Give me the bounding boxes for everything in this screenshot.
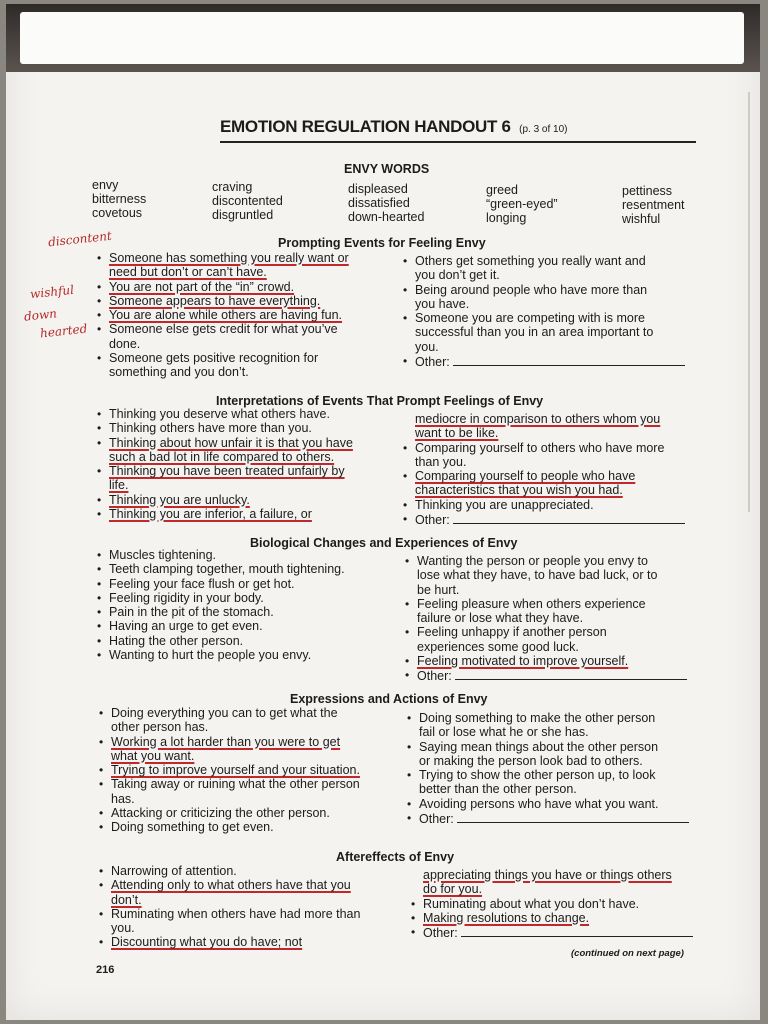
list-item: • Ruminating when others have had more than [98, 907, 398, 921]
list-item: • Other: [402, 512, 702, 527]
list-item: • Trying to improve yourself and your situation. [98, 763, 398, 777]
envy-word: pettiness [622, 184, 673, 198]
interpretations-heading: Interpretations of Events That Prompt Feelings of Envy [216, 394, 544, 408]
list-item: • Avoiding persons who have what you want. [406, 797, 706, 811]
handout-page-ref: (p. 3 of 10) [519, 124, 568, 135]
list-item: • Feeling rigidity in your body. [96, 591, 396, 605]
list-item: • Thinking you deserve what others have. [96, 407, 396, 421]
envy-word: discontented [212, 194, 283, 208]
list-item: • Other: [402, 354, 702, 369]
envy-word: envy [92, 178, 119, 192]
other-blank-line [455, 668, 687, 680]
list-item: • Taking away or ruining what the other person [98, 777, 398, 791]
whiteout-strip [20, 12, 744, 64]
list-item: than you. [415, 454, 467, 469]
list-item: • Attacking or criticizing the other person. [98, 806, 398, 820]
list-item: something and you don’t. [109, 365, 249, 380]
prompting-heading: Prompting Events for Feeling Envy [278, 236, 486, 250]
biological-left-list [96, 548, 396, 662]
list-item: • Attending only to what others have that you [98, 878, 398, 892]
list-item: • Saying mean things about the other person [406, 740, 706, 754]
list-item: • Comparing yourself to others who have more [402, 441, 702, 455]
list-item: or making the person look bad to others. [419, 753, 643, 768]
margin-note-down: down [23, 306, 58, 324]
list-item: • Wanting to hurt the people you envy. [96, 648, 396, 662]
envy-word: dissatisfied [348, 196, 410, 210]
list-item: • Doing something to get even. [98, 820, 398, 834]
envy-words-col-5 [622, 184, 685, 226]
list-item: • Doing something to make the other person [406, 711, 706, 725]
envy-word: wishful [622, 212, 661, 226]
list-item: • Comparing yourself to people who have [402, 469, 702, 483]
list-item: has. [111, 791, 135, 806]
list-item: • You are not part of the “in” crowd. [96, 280, 396, 294]
list-item: mediocre in comparison to others whom you [415, 412, 661, 426]
list-item: you. [111, 921, 135, 936]
expressions-left-list [98, 706, 398, 835]
margin-note-discontent: discontent [47, 228, 113, 250]
list-item: appreciating things you have or things others [423, 868, 672, 882]
margin-note-hearted: hearted [39, 321, 88, 341]
envy-word: covetous [92, 206, 143, 220]
envy-words-col-2 [212, 180, 283, 222]
margin-note-wishful: wishful [29, 282, 75, 302]
envy-word: disgruntled [212, 208, 274, 222]
list-item: • Pain in the pit of the stomach. [96, 605, 396, 619]
envy-word: down-hearted [348, 210, 425, 224]
list-item: failure or lose what they have. [417, 611, 584, 626]
list-item: want to be like. [415, 426, 499, 441]
list-item: such a bad lot in life compared to others. [109, 449, 335, 464]
list-item: • Thinking you have been treated unfairly by [96, 464, 396, 478]
biological-heading: Biological Changes and Experiences of Envy [250, 536, 518, 550]
list-item: • Feeling motivated to improve yourself. [404, 654, 704, 668]
envy-word: displeased [348, 182, 408, 196]
list-item: • Thinking you are unlucky. [96, 493, 396, 507]
prompting-left-list [96, 251, 396, 380]
list-item: fail or lose what he or she has. [419, 725, 589, 740]
list-item: be hurt. [417, 582, 460, 597]
list-item: • Someone you are competing with is more [402, 311, 702, 325]
list-item: • Other: [404, 668, 704, 683]
list-item: successful than you in an area important to [415, 325, 654, 340]
interpretations-left-list [96, 407, 396, 521]
aftereffects-heading: Aftereffects of Envy [336, 850, 455, 864]
envy-words-col-1 [92, 178, 146, 220]
list-item: • Someone gets positive recognition for [96, 351, 396, 365]
list-item: • Muscles tightening. [96, 548, 396, 562]
biological-right-list [404, 554, 704, 684]
list-item: you don’t get it. [415, 268, 500, 283]
other-blank-line [453, 512, 685, 524]
list-item: • Having an urge to get even. [96, 619, 396, 633]
list-item: • Someone has something you really want or [96, 251, 396, 265]
list-item: • You are alone while others are having fun. [96, 308, 396, 322]
list-item: • Someone else gets credit for what you’ve [96, 322, 396, 336]
list-item: • Feeling unhappy if another person [404, 625, 704, 639]
list-item: don’t. [111, 892, 142, 907]
envy-word: bitterness [92, 192, 147, 206]
list-item: life. [109, 478, 129, 493]
list-item: • Thinking others have more than you. [96, 421, 396, 435]
list-item: need but don’t or can’t have. [109, 265, 267, 280]
list-item: lose what they have, to have bad luck, or to [417, 568, 658, 583]
list-item: • Thinking about how unfair it is that you have [96, 436, 396, 450]
page-top-band [6, 4, 760, 72]
envy-words-heading: ENVY WORDS [344, 162, 430, 176]
list-item: experiences some good luck. [417, 639, 579, 654]
handout-title-bar [220, 117, 696, 143]
aftereffects-left-list [98, 864, 398, 950]
list-item: • Thinking you are unappreciated. [402, 498, 702, 512]
envy-word: resentment [622, 198, 685, 212]
list-item: • Working a lot harder than you were to get [98, 735, 398, 749]
other-blank-line [461, 925, 693, 937]
list-item: • Doing everything you can to get what the [98, 706, 398, 720]
expressions-heading: Expressions and Actions of Envy [290, 692, 488, 706]
envy-word: greed [486, 183, 518, 197]
aftereffects-right-list [410, 868, 710, 940]
other-blank-line [453, 354, 685, 366]
envy-word: longing [486, 211, 527, 225]
list-item: • Narrowing of attention. [98, 864, 398, 878]
continued-note: (continued on next page) [571, 948, 684, 959]
list-item: you. [415, 339, 439, 354]
list-item: better than the other person. [419, 782, 577, 797]
list-item: • Trying to show the other person up, to look [406, 768, 706, 782]
envy-word: craving [212, 180, 253, 194]
list-item: • Feeling pleasure when others experience [404, 597, 704, 611]
page-edge-mark [748, 92, 750, 512]
list-item: • Feeling your face flush or get hot. [96, 577, 396, 591]
list-item: • Someone appears to have everything. [96, 294, 396, 308]
list-item: do for you. [423, 882, 483, 897]
list-item: you have. [415, 296, 470, 311]
list-item: done. [109, 336, 141, 351]
other-blank-line [457, 811, 689, 823]
list-item: what you want. [111, 748, 195, 763]
list-item: characteristics that you wish you had. [415, 483, 623, 498]
envy-words-col-4 [486, 183, 558, 225]
list-item: • Being around people who have more than [402, 283, 702, 297]
interpretations-right-list [402, 412, 702, 527]
list-item: • Ruminating about what you don’t have. [410, 897, 710, 911]
list-item: • Other: [406, 811, 706, 826]
list-item: • Others get something you really want and [402, 254, 702, 268]
expressions-right-list [406, 711, 706, 826]
envy-word: “green-eyed” [486, 197, 558, 211]
envy-words-col-3 [348, 182, 424, 224]
prompting-right-list [402, 254, 702, 369]
list-item: • Wanting the person or people you envy to [404, 554, 704, 568]
list-item: other person has. [111, 720, 209, 735]
list-item: • Making resolutions to change. [410, 911, 710, 925]
list-item: • Hating the other person. [96, 634, 396, 648]
list-item: • Other: [410, 925, 710, 940]
list-item: • Discounting what you do have; not [98, 935, 398, 949]
page-number: 216 [96, 964, 115, 976]
list-item: • Teeth clamping together, mouth tightening. [96, 562, 396, 576]
handout-title: EMOTION REGULATION HANDOUT 6 [220, 117, 511, 136]
list-item: • Thinking you are inferior, a failure, or [96, 507, 396, 521]
